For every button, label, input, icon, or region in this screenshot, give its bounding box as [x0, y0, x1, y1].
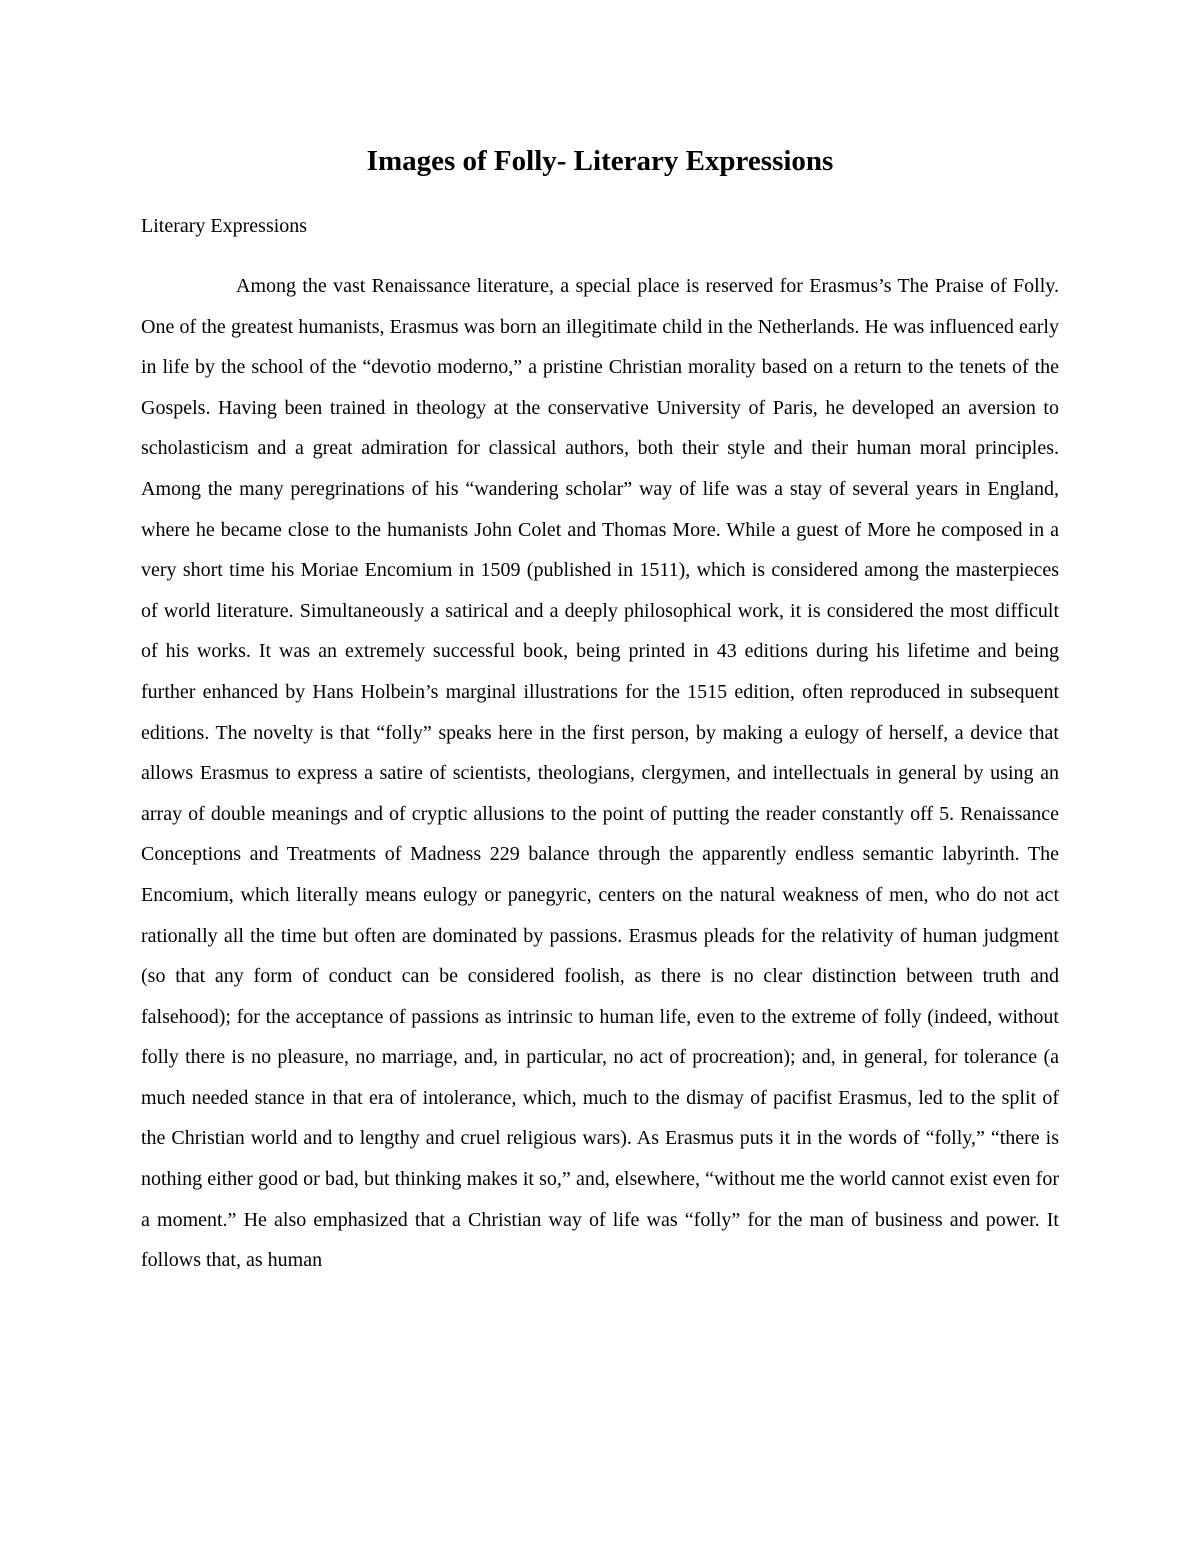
section-heading: Literary Expressions: [141, 215, 308, 237]
body-paragraph: Among the vast Renaissance literature, a special place is reserved for Erasmus’s The Praise of Folly. One of the greatest humanists, Erasmus was born an illegitimate child in the Netherlands. He was influenced early in life by the school of the “devotio moderno,” a pristine Christian morality based on a return to the tenets of the Gospels. Having been trained in theology at the conservative University of Paris, he developed an aversion to scholasticism and a great admiration for classical authors, both their style and their human moral principles. Among the many peregrinations of his “wandering scholar” way of life was a stay of several years in England, where he became close to the humanists John Colet and Thomas More. While a guest of More he composed in a very short time his Moriae Encomium in 1509 (published in 1511), which is considered among the masterpieces of world literature. Simultaneously a satirical and a deeply philosophical work, it is considered the most difficult of his works. It was an extremely successful book, being printed in 43 editions during his lifetime and being further enhanced by Hans Holbein’s marginal illustrations for the 1515 edition, often reproduced in subsequent editions. The novelty is that “folly” speaks here in the first person, by making a eulogy of herself, a device that allows Erasmus to express a satire of scientists, theologians, clergymen, and intellectuals in general by using an array of double meanings and of cryptic allusions to the point of putting the reader constantly off 5. Renaissance Conceptions and Treatments of Madness 229 balance through the apparently endless semantic labyrinth. The Encomium, which literally means eulogy or panegyric, centers on the natural weakness of men, who do not act rationally all the time but often are dominated by passions. Erasmus pleads for the relativity of human judgment (so that any form of conduct can be considered foolish, as there is no clear distinction between truth and falsehood); for the acceptance of passions as intrinsic to human life, even to the extreme of folly (indeed, without folly there is no pleasure, no marriage, and, in particular, no act of procreation); and, in general, for tolerance (a much needed stance in that era of intolerance, which, much to the dismay of pacifist Erasmus, led to the split of the Christian world and to lengthy and cruel religious wars). As Erasmus puts it in the words of “folly,” “there is nothing either good or bad, but thinking makes it so,” and, elsewhere, “without me the world cannot exist even for a moment.” He also emphasized that a Christian way of life was “folly” for the man of business and power. It follows that, as human: [141, 275, 1059, 1272]
document-title: Images of Folly- Literary Expressions: [366, 145, 834, 177]
